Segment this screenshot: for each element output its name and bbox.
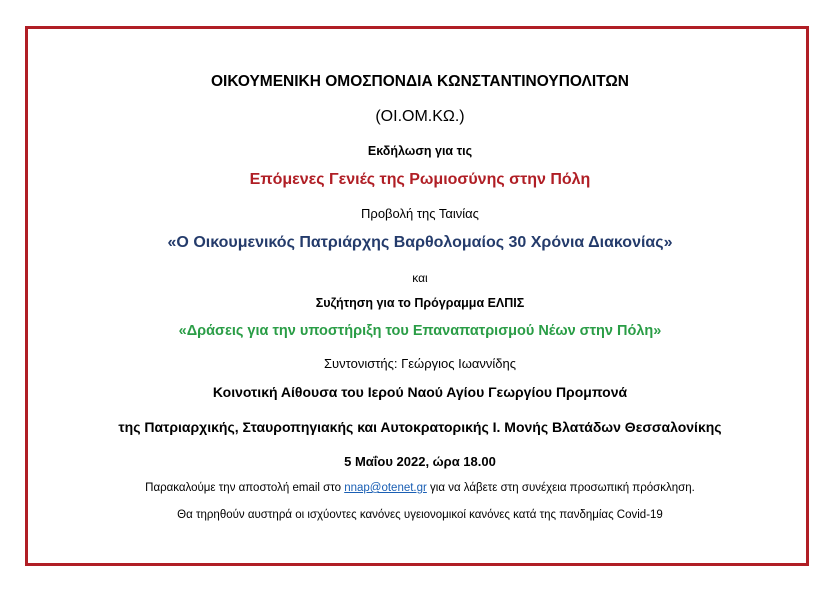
conjunction-text: και: [412, 271, 428, 285]
rsvp-text-after: για να λάβετε στη συνέχεια προσωπική πρόσκληση.: [426, 482, 695, 494]
event-title: Επόμενες Γενιές της Ρωμιοσύνης στην Πόλη: [249, 171, 591, 188]
venue-line-2: της Πατριαρχικής, Σταυροπηγιακής και Αυτοκρατορικής Ι. Μονής Βλατάδων Θεσσαλονίκης: [118, 419, 722, 435]
screening-intro: Προβολή της Ταινίας: [361, 206, 479, 221]
discussion-intro: Συζήτηση για το Πρόγραμμα ΕΛΠΙΣ: [315, 296, 525, 310]
venue-line-1: Κοινοτική Αίθουσα του Ιερού Ναού Αγίου Γεωργίου Προμπονά: [212, 384, 628, 400]
rsvp-note: [0, 482, 840, 494]
organization-acronym: (ΟΙ.ΟΜ.ΚΩ.): [375, 108, 465, 125]
email-link[interactable]: nnap@otenet.gr: [344, 482, 427, 494]
event-intro: Εκδήλωση για τις: [367, 144, 473, 158]
date-time: 5 Μαΐου 2022, ώρα 18.00: [344, 454, 496, 469]
program-title: «Δράσεις για την υποστήριξη του Επαναπατρισμού Νέων στην Πόλη»: [178, 323, 662, 339]
film-title: «Ο Οικουμενικός Πατριάρχης Βαρθολομαίος 30 Χρόνια Διακονίας»: [167, 234, 673, 251]
rsvp-text-before: Παρακαλούμε την αποστολή email στο: [145, 482, 345, 494]
organization-name: ΟΙΚΟΥΜΕΝΙΚΗ ΟΜΟΣΠΟΝΔΙΑ ΚΩΝΣΤΑΝΤΙΝΟΥΠΟΛΙΤΩΝ: [210, 73, 629, 90]
moderator: Συντονιστής: Γεώργιος Ιωαννίδης: [324, 356, 516, 371]
covid-note: Θα τηρηθούν αυστηρά οι ισχύοντες κανόνες υγειονομικοί κανόνες κατά της πανδημίας Covid-19: [177, 509, 663, 521]
